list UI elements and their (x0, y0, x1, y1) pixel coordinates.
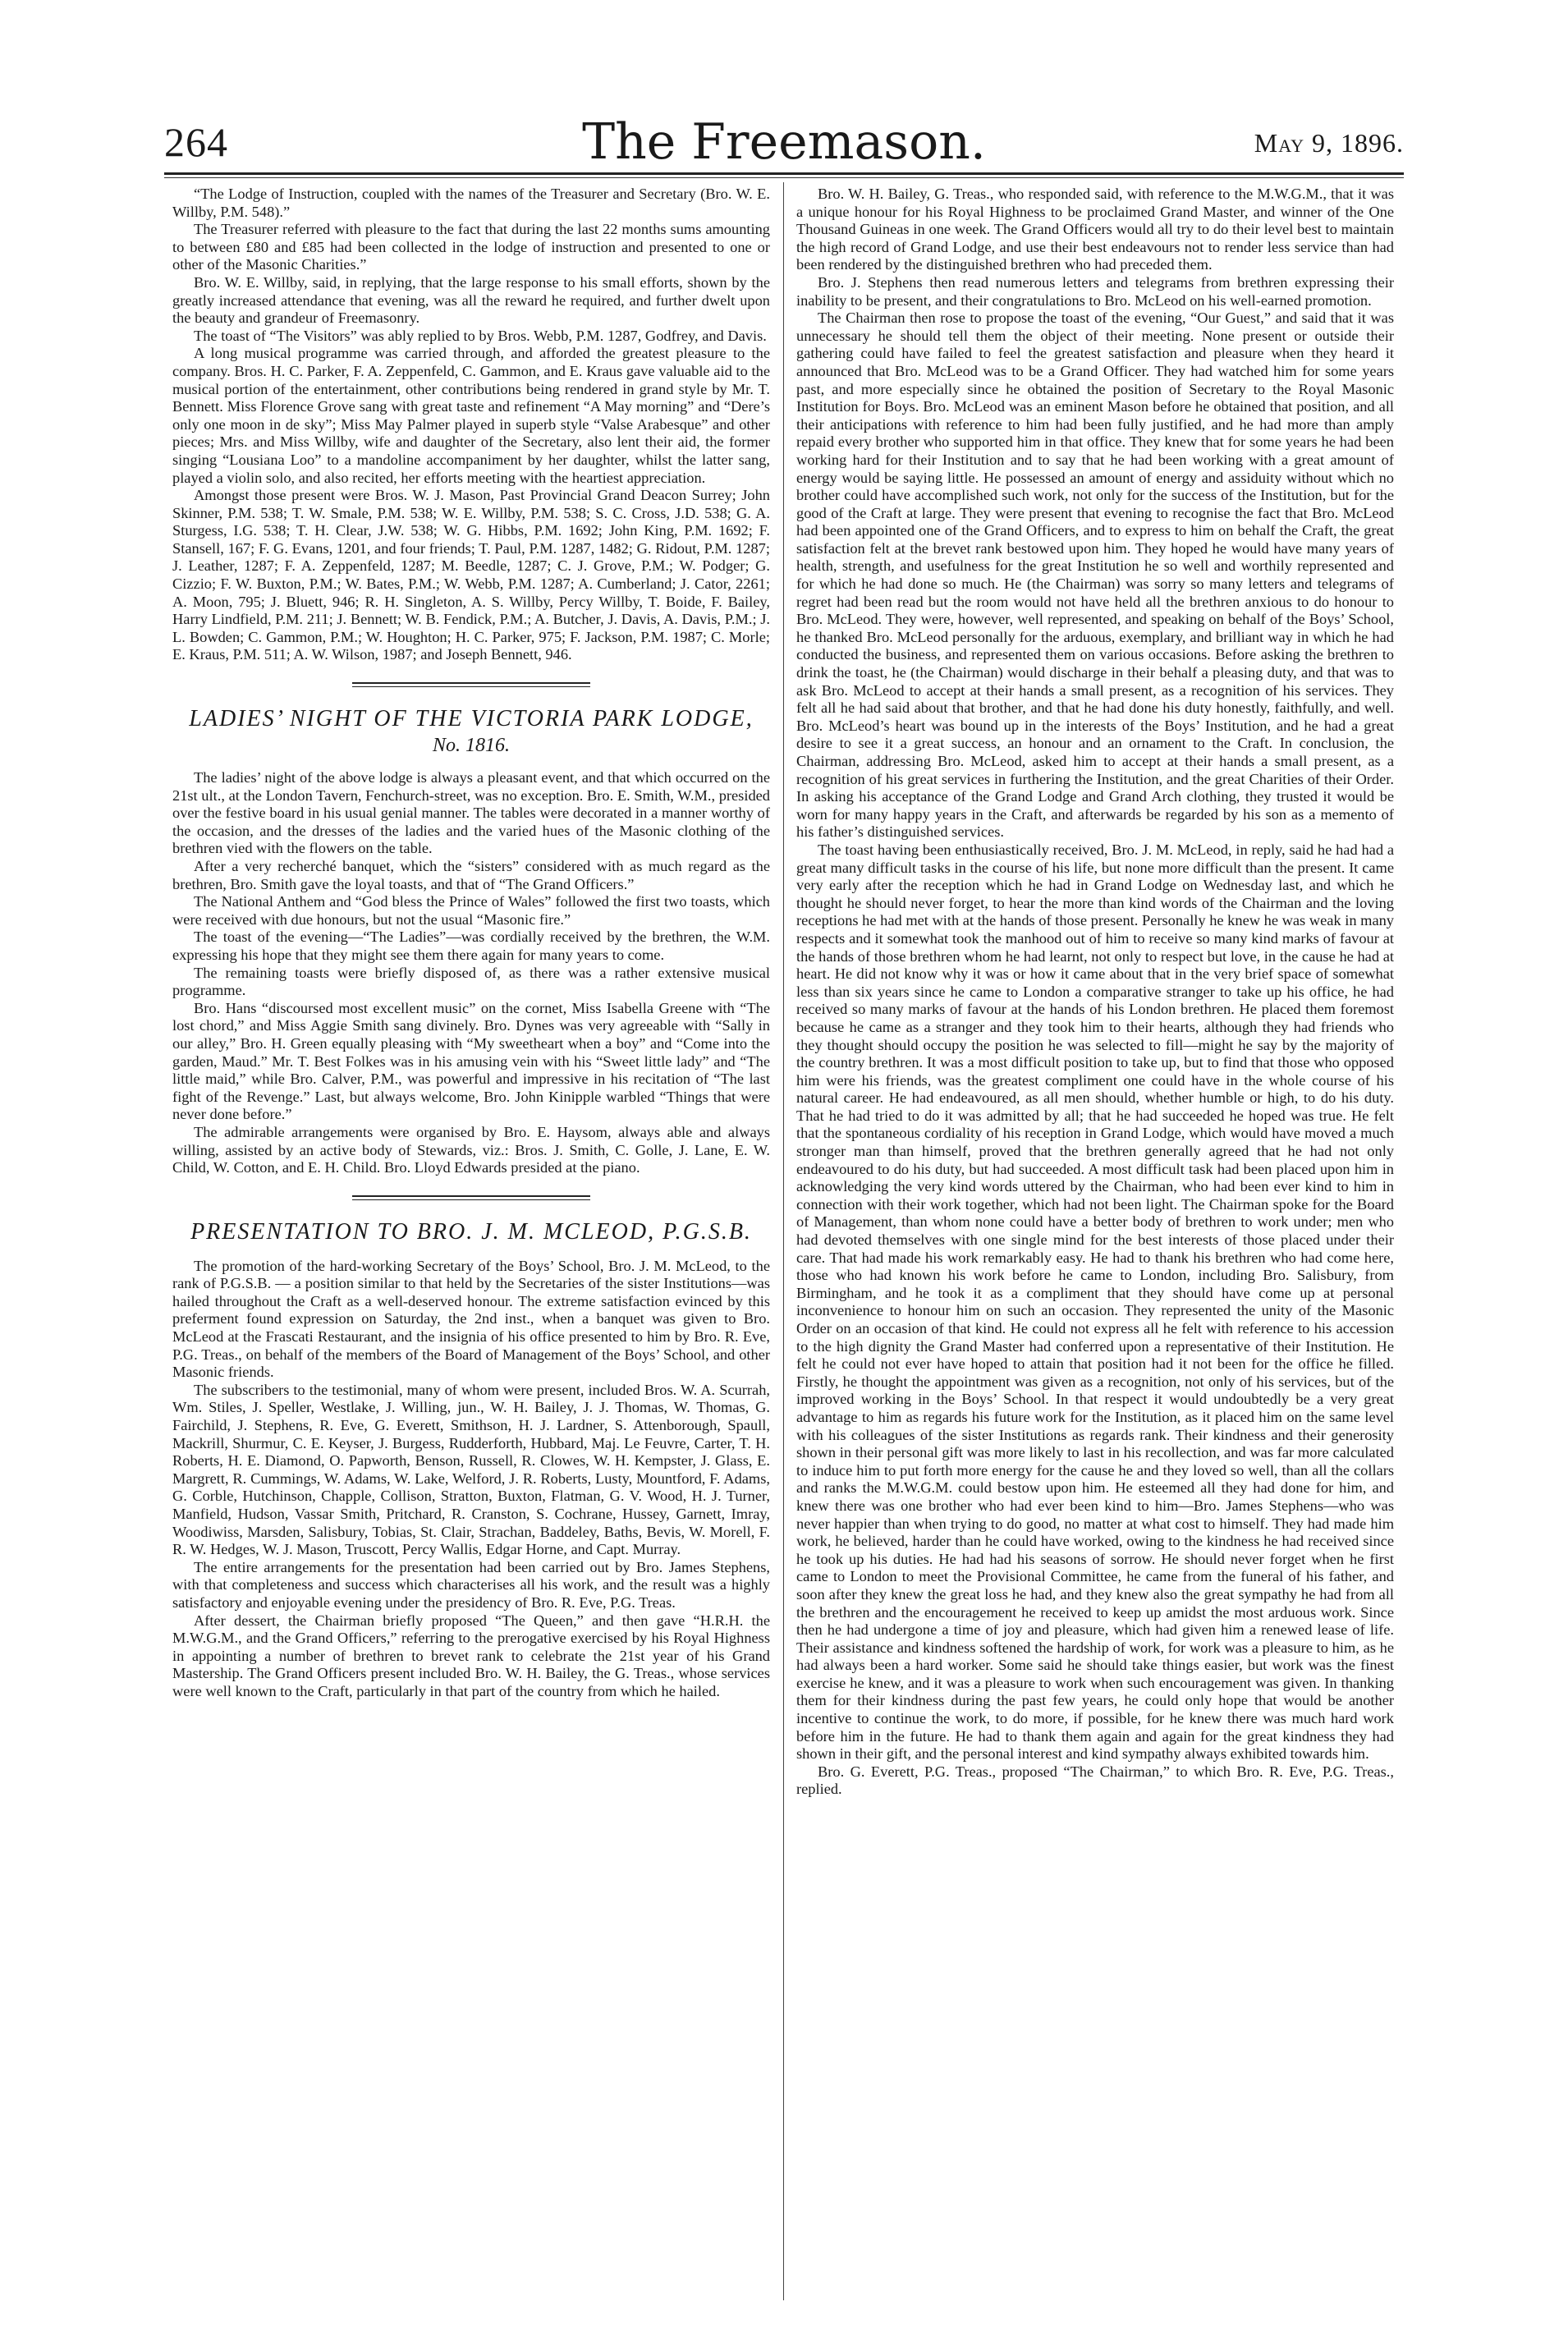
paragraph: The National Anthem and “God bless the Prince of Wales” followed the first two toasts, which were received with due honours, but not the usual “Masonic fire.” (172, 893, 770, 928)
paragraph: The admirable arrangements were organised by Bro. E. Haysom, always able and always willing, assisted by an active body of Stewards, viz.: Bros. J. Smith, C. Golle, J. Lane, E. W. Child, W. Cotton, and E. H. Child. Bro. Lloyd Edwards presided at the piano. (172, 1123, 770, 1176)
paragraph: A long musical programme was carried through, and afforded the greatest pleasure to the company. Bros. H. C. Parker, F. A. Zeppenfeld, C. Gammon, and E. Kraus gave valuable aid to the musical portion of the entertainment, other contributions being rendered in grand style by Mr. T. Bennett. Miss Florence Grove sang with great taste and refinement “A May morning” and “Dere’s only one moon in de sky”; Miss May Palmer played in superb style “Valse Arabesque” and other pieces; Mrs. and Miss Willby, wife and daughter of the Secretary, also lent their aid, the former singing “Lousiana Loo” to a mandoline accompaniment by her daughter, whilst the latter sang, played a violin solo, and also recited, her efforts meeting with the heartiest appreciation. (172, 345, 770, 486)
article-heading: LADIES’ NIGHT OF THE VICTORIA PARK LODGE, (189, 706, 754, 732)
paragraph: “The Lodge of Instruction, coupled with the names of the Treasurer and Secretary (Bro. W. E. Willby, P.M. 548).” (172, 186, 770, 220)
paragraph: The promotion of the hard-working Secretary of the Boys’ School, Bro. J. M. McLeod, to the rank of P.G.S.B. — a position similar to that held by the Secretaries of the sister Institutions—was hailed throughout the Craft as a well-deserved honour. The extreme satisfaction evinced by this preferment found expression on Saturday, the 2nd inst., when a banquet was given to Bro. McLeod at the Frascati Restaurant, and the insignia of his office presented to him by Bro. R. Eve, P.G. Treas., on behalf of the members of the Board of Management of the Boys’ School, and other Masonic friends. (172, 1257, 770, 1381)
paragraph: The toast having been enthusiastically received, Bro. J. M. McLeod, in reply, said he had had a great many difficult tasks in the course of his life, but none more difficult than the present. It came very early after the reception which he had in Grand Lodge on Wednesday last, and which he thought he should never forget, to hear the more than kind words of the Chairman and the loving receptions he had met with at the hands of those present. Personally he knew he was weak in many respects and it somewhat took the manhood out of him to receive so many kind marks of favour at the hands of those brethren whom he had learnt, not only to respect but love, in the cause he had at heart. He did not know why it was or how it came about that in the very brief space of somewhat less than six years since he came to London a comparative stranger to take up his office, he had received so many marks of favour at the hands of his London brethren. He placed them foremost because he came as a stranger and they took him to their hearts, although they had friends who they thought should occupy the position he was selected to fill—might he say by the majority of the country brethren. It was a most difficult position to take up, but to find that those who opposed him were his friends, was the greatest compliment one could have in the whole course of his natural career. He had endeavoured, as all men should, whether humble or high, to do his duty. That he had tried to do it was admitted by all; that he had succeeded he hoped was true. He felt that the spontaneous cordiality of his reception in Grand Lodge, which would have moved a much stronger man than himself, proved that the brethren generally agreed that he had not only endeavoured to do his duty, but had succeeded. A most difficult task had been placed upon him in acknowledging the very kind words uttered by the Chairman, who had been ever kind to him in connection with their work together, which had not been light. The Chairman spoke for the Board of Management, than whom none could have a better body of brethren to work under; men who had devoted themselves with one single mind for the best interests of those placed under their care. That had made his work remarkably easy. He had to thank his brethren who had come here, those who had known his work before he came to London, including Bro. Salisbury, from Birmingham, and he took it as a compliment that they should have come up at personal inconvenience to honour him on such an occasion. They represented the unity of the Masonic Order on an occasion of that kind. He could not express all he felt with reference to his accession to the high dignity the Grand Master had conferred upon a representative of their Institution. He felt he could not ever have hoped to attain that position had it not been for the office he filled. Firstly, he thought the appointment was given as a recognition, not only of his services, but of the improved working in the Boys’ School. In that respect it would undoubtedly be a very great advantage to him as regards his future work for the Institution, as it placed him on the same level with his colleagues of the sister Institutions as regards rank. Their kindness and their generosity shown in their personal gift was more likely to last in his recollection, and was far more calculated to induce him to put forth more energy for the cause he and they loved so well, than all the collars and ranks the M.W.G.M. could bestow upon him. He esteemed all they had done for him, and knew there was one brother who had ever been kind to him—Bro. James Stephens—who was never happier than when trying to do good, no matter at what cost to himself. They had made him work, he believed, harder than he could have worked, owing to the kindness he had received since he took up his duties. He had had his seasons of sorrow. He should never forget when he first came to London to meet the Provisional Committee, he came from the funeral of his father, and soon after they knew the great loss he had, and they knew also the great sympathy he had from all the brethren and the encouragement he received to keep up amidst the most arduous work. Since then he had undergone a time of joy and pleasure, which had given him a renewed lease of life. Their assistance and kindness softened the hardship of work, for work was a pleasure to him, as he had always been a hard worker. Some said he should take things easier, but work was the finest exercise he knew, and it was a pleasure to work when such encouragement was given. In thanking them for their kindness during the past few years, he could only hope that would be another incentive to continue the work, to do more, if possible, for he knew there was much hard work before him in the future. He had to thank them again and again for the great kindness they had shown in their gift, and the personal interest and kind sympathy always exhibited towards him. (796, 841, 1394, 1763)
section-separator (352, 682, 590, 687)
article-subheading: No. 1816. (432, 735, 510, 757)
publication-title: The Freemason. (582, 113, 986, 171)
paragraph: The toast of “The Visitors” was ably replied to by Bros. Webb, P.M. 1287, Godfrey, and Davis. (194, 327, 767, 344)
paragraph: Bro. W. E. Willby, said, in replying, that the large response to his small efforts, shown by the greatly increased attendance that evening, was all the reward he required, and further dwelt upon the beauty and grandeur of Freemasonry. (172, 273, 770, 327)
paragraph: The subscribers to the testimonial, many of whom were present, included Bros. W. A. Scurrah, Wm. Stiles, J. Speller, Westlake, J. Willing, jun., W. H. Bailey, J. J. Thomas, W. Thomas, G. Fairchild, J. Stephens, R. Eve, G. Everett, Smithson, H. J. Lardner, S. Attenborough, Spaull, Mackrill, Shurmur, C. E. Keyser, J. Burgess, Rudderforth, Hubbard, Maj. Le Feuvre, Carter, T. H. Roberts, H. E. Diamond, O. Papworth, Benson, Russell, R. Clowes, W. H. Kempster, J. Glass, E. Margrett, R. Cummings, W. Adams, W. Lake, Welford, J. R. Roberts, Lusty, Mountford, F. Adams, G. Corble, Hutchinson, Chapple, Collison, Stratton, Buxton, Flatman, G. V. Wood, H. J. Turner, Manfield, Hudson, Vassar Smith, Pritchard, R. Cranston, S. Cochrane, Hussey, Garnett, Imray, Woodiwiss, Marsden, Salisbury, Tobias, St. Clair, Strachan, Baddeley, Baths, Bevis, W. Morell, F. R. W. Hedges, W. J. Mason, Truscott, Percy Wallis, Edgar Horne, and Capt. Murray. (172, 1381, 770, 1558)
column-divider (783, 182, 784, 2300)
issue-date: May 9, 1896. (1254, 128, 1404, 158)
paragraph: After dessert, the Chairman briefly proposed “The Queen,” and then gave “H.R.H. the M.W.G.M., and the Grand Officers,” referring to the prerogative exercised by his Royal Highness in appointing a number of brethren to brevet rank to celebrate the 21st year of his Grand Mastership. The Grand Officers present included Bro. W. H. Bailey, the G. Treas., whose services were well known to the Craft, particularly in that part of the country from which he hailed. (172, 1612, 770, 1699)
paragraph: Bro. W. H. Bailey, G. Treas., who responded said, with reference to the M.W.G.M., that it was a unique honour for his Royal Highness to be proclaimed Grand Master, and winner of the One Thousand Guineas in one week. The Grand Officers would all try to do their level best to maintain the high record of Grand Lodge, and use their best endeavours not to render less service than had been rendered by the distinguished brethren who had preceded them. (796, 186, 1394, 273)
paragraph: The Treasurer referred with pleasure to the fact that during the last 22 months sums amounting to between £80 and £85 had been collected in the lodge of instruction and presented to one or other of the Masonic Charities.” (172, 221, 770, 273)
left-column (172, 186, 770, 1701)
presentation-article (172, 1218, 770, 1701)
header-rule (164, 172, 1404, 175)
paragraph: Bro. Hans “discoursed most excellent music” on the cornet, Miss Isabella Greene with “The lost chord,” and Miss Aggie Smith sang divinely. Bro. Dynes was very agreeable with “Sally in our alley,” Bro. H. Green equally pleasing with “My sweetheart when a boy” and “Come into the garden, Maud.” Mr. T. Best Folkes was in his amusing vein with his “Sweet little lady” and “The little maid,” while Bro. Calver, P.M., was powerful and impressive in his recitation of “The last fight of the Revenge.” Last, but always welcome, Bro. John Kinipple warbled “Things that were never done before.” (172, 999, 770, 1123)
paragraph: The remaining toasts were briefly disposed of, as there was a rather extensive musical programme. (172, 964, 770, 999)
paragraph: Bro. J. Stephens then read numerous letters and telegrams from brethren expressing their inability to be present, and their congratulations to Bro. McLeod on his well-earned promotion. (796, 273, 1394, 309)
paragraph: Amongst those present were Bros. W. J. Mason, Past Provincial Grand Deacon Surrey; John Skinner, P.M. 538; T. W. Smale, P.M. 538; W. E. Willby, P.M. 538; S. C. Cross, J.D. 538; G. A. Sturgess, I.G. 538; T. H. Clear, J.W. 538; W. G. Hibbs, P.M. 1692; John King, P.M. 1692; F. Stansell, 167; F. G. Evans, 1201, and four friends; T. Paul, P.M. 1287, 1482; G. Ridout, P.M. 1287; J. Leather, 1287; F. A. Zeppenfeld, 1287; M. Beedle, 1287; C. J. Grove, P.M.; W. Podger; G. Cizzio; F. W. Buxton, P.M.; W. Bates, P.M.; W. Webb, P.M. 1287; A. Cumberland; J. Cator, 2261; A. Moon, 795; J. Bluett, 946; R. H. Singleton, A. S. Willby, Percy Willby, T. Boide, F. Bailey, Harry Lindfield, P.M. 211; J. Bennett; W. B. Fendick, P.M.; A. Butcher, J. Davis, A. Davis, P.M.; J. L. Bowden; C. Gammon, P.M.; W. Houghton; H. C. Parker, 975; F. Jackson, P.M. 1987; C. Morle; E. Kraus, P.M. 511; A. W. Wilson, 1987; and Joseph Bennett, 946. (172, 487, 770, 663)
page-number: 264 (164, 119, 228, 165)
article-heading: PRESENTATION TO BRO. J. M. MCLEOD, P.G.S.B. (190, 1218, 752, 1245)
ladies-night-article (172, 705, 770, 1177)
paragraph: The ladies’ night of the above lodge is always a pleasant event, and that which occurred on the 21st ult., at the London Tavern, Fenchurch-street, was no exception. Bro. E. Smith, W.M., presided over the festive board in his usual genial manner. The tables were decorated in a manner worthy of the occasion, and the dresses of the ladies and the varied hues of the Masonic clothing of the brethren vied with the flowers on the table. (172, 769, 770, 857)
lodge-instruction-report (172, 186, 770, 664)
paragraph: The entire arrangements for the presentation had been carried out by Bro. James Stephens, with that completeness and success which characterises all his work, and the result was a highly satisfactory and enjoyable evening under the presidency of Bro. R. Eve, P.G. Treas. (172, 1558, 770, 1611)
paragraph: The toast of the evening—“The Ladies”—was cordially received by the brethren, the W.M. expressing his hope that they might see them there again for many years to come. (172, 928, 770, 963)
masthead (164, 107, 1404, 171)
paragraph: Bro. G. Everett, P.G. Treas., proposed “The Chairman,” to which Bro. R. Eve, P.G. Treas., replied. (796, 1763, 1394, 1798)
paragraph: The Chairman then rose to propose the toast of the evening, “Our Guest,” and said that it was unnecessary he should tell them the object of their meeting. None present or outside their gathering could have failed to feel the greatest satisfaction and pleasure when they heard it announced that Bro. McLeod was to be a Grand Officer. They had watched him for some years past, and more especially since he obtained the position of Secretary to the Royal Masonic Institution for Boys. Bro. McLeod was an eminent Mason before he obtained that position, and all their anticipations with reference to him had been fully justified, and he had more than amply repaid every brother who supported him in that office. They knew that for some years he had been working hard for their Institution and to say that he had been working with a great amount of energy would be saying little. He possessed an amount of energy and assiduity without which no brother could have accomplished such work, not only for the success of the Institution, but for the good of the Craft at large. They were present that evening to recognise the fact that Bro. McLeod had been appointed one of the Grand Officers, and to express to him on behalf the Craft, the great satisfaction felt at the brevet rank bestowed upon him. They hoped he would have many years of health, strength, and usefulness for the great Institution he so well and worthily represented and for which he had done so much. He (the Chairman) was sorry so many letters and telegrams of regret had been read but the room would not have held all the brethren anxious to do honour to Bro. McLeod. They were, however, well represented, and speaking on behalf of the Boys’ School, he thanked Bro. McLeod personally for the arduous, exemplary, and brilliant way in which he had conducted the business, and represented them on various occasions. Before asking the brethren to drink the toast, he (the Chairman) would discharge in their behalf a pleasing duty, and that was to ask Bro. McLeod to accept at their hands a small present, as a recognition of his services. They felt all he had said about that brother, and that he had done his duty honestly, faithfully, and well. Bro. McLeod’s heart was bound up in the interests of the Boys’ Institution, and he had a great desire to see it a great success, an honour and an ornament to the Craft. In conclusion, the Chairman, addressing Bro. McLeod, asked him to accept at their hands a small present, as a recognition of his great services in furthering the Institution, and the great Charities of their Order. In asking his acceptance of the Grand Lodge and Grand Arch clothing, they trusted it would be worn for many happy years in the Craft, and afterwards be regarded by his son as a memento of his father’s distinguished services. (796, 309, 1394, 841)
paragraph: After a very recherché banquet, which the “sisters” considered with as much regard as the brethren, Bro. Smith gave the loyal toasts, and that of “The Grand Officers.” (172, 858, 770, 892)
header-rule-thin (164, 177, 1404, 178)
section-separator (352, 1195, 590, 1200)
right-column (796, 186, 1394, 1799)
